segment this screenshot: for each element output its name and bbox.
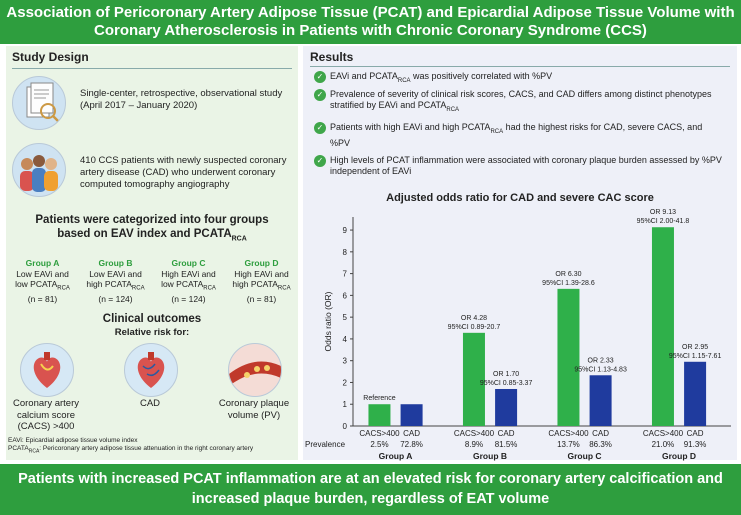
result-item: ✓ Patients with high EAVi and high $PCATA_{RCA}$ had the highest risks for CAD, severe CACS, and %PV — [314, 122, 724, 149]
x-category-label: Group B — [473, 451, 508, 461]
prevalence-value: 72.8% — [400, 440, 423, 449]
group-b-column: Group B Low EAVi and high $PCATA_{RCA}$ (n = 124) — [79, 258, 152, 305]
data-label: 95%CI 1.13-4.83 — [574, 366, 627, 374]
bar-cad — [401, 404, 423, 426]
result-item: ✓ Prevalence of severity of clinical risk scores, CACS, and CAD differs among distinct phenotypes stratified by EAVi and $PCATA_{RCA}$ — [314, 89, 724, 116]
prevalence-label: Prevalence — [305, 440, 346, 449]
odds-ratio-chart — [303, 204, 737, 464]
outcome-cad-label: CAD — [139, 398, 161, 409]
study-design-title: Study Design — [12, 50, 89, 64]
abbreviations: EAVi: Epicardial adipose tissue volume index $PCATA_{RCA}$: Pericoronary artery adipose tissue attenuation in the right coronary artery — [8, 437, 254, 455]
divider — [310, 66, 730, 67]
x-bar-label: CAD — [497, 429, 515, 438]
x-bar-label: CACS>400 — [642, 429, 684, 438]
prevalence-value: 13.7% — [557, 440, 580, 449]
outcome-plaque-label: Coronary plaque volume (PV) — [218, 398, 290, 421]
patients-icon — [12, 143, 66, 197]
y-axis-label: Odds ratio (OR) — [323, 291, 333, 352]
group-c-name: Group C — [171, 258, 206, 268]
group-c-column: Group C High EAVi and low $PCATA_{RCA}$ (n = 124) — [152, 258, 225, 305]
x-bar-label: CACS>400 — [548, 429, 589, 438]
y-tick-label: 2 — [342, 378, 347, 388]
results-title: Results — [310, 50, 354, 64]
prevalence-value: 2.5% — [370, 440, 389, 449]
bar-cad — [495, 389, 517, 426]
bar-cacs-400 — [368, 404, 390, 426]
prevalence-value: 86.3% — [589, 440, 612, 449]
data-label: OR 4.28 — [460, 314, 487, 322]
group-d-name: Group D — [244, 258, 279, 268]
prevalence-value: 81.5% — [494, 440, 518, 449]
group-a-column: Group A Low EAVi and low $PCATA_{RCA}$ (n = 81) — [6, 258, 79, 305]
group-b-name: Group B — [98, 258, 133, 268]
data-label: OR 1.70 — [493, 370, 520, 378]
document-icon — [12, 76, 66, 130]
y-tick-label: 3 — [342, 356, 347, 366]
chart-title: Adjusted odds ratio for CAD and severe CAC score — [386, 192, 654, 204]
x-bar-label: CAD — [403, 429, 421, 438]
bar-cacs-400 — [652, 227, 674, 426]
group-a-name: Group A — [25, 258, 60, 268]
check-icon: ✓ — [314, 122, 326, 134]
header-title-line1: Association of Pericoronary Artery Adipose Tissue (PCAT) and Epicardial Adipose Tissue Volume with — [6, 4, 735, 21]
footer-line1: Patients with increased PCAT inflammation are at an elevated risk for coronary artery calcification and — [18, 471, 723, 487]
data-label: 95%CI 1.39-28.6 — [542, 279, 595, 287]
check-icon: ✓ — [314, 71, 326, 83]
x-bar-label: CACS>400 — [359, 429, 400, 438]
group-d-column: Group D High EAVi and high $PCATA_{RCA}$ (n = 81) — [225, 258, 298, 305]
x-category-label: Group D — [662, 451, 697, 461]
data-label: OR 6.30 — [555, 270, 582, 278]
poster-header — [0, 0, 741, 44]
check-icon: ✓ — [314, 155, 326, 167]
x-bar-label: CAD — [686, 429, 704, 438]
check-icon: ✓ — [314, 89, 326, 101]
groups-heading — [6, 213, 298, 246]
bar-cad — [684, 362, 706, 426]
outcome-cacs-label: Coronary artery calcium score (CACS) >400 — [13, 398, 79, 432]
result-item: ✓ EAVi and $PCATA_{RCA}$ was positively correlated with %PV — [314, 71, 724, 87]
outcomes-subtitle: Relative risk for: — [114, 327, 190, 338]
x-bar-label: CACS>400 — [453, 429, 495, 438]
groups-heading-line2: based on EAV index and $PCATA_{RCA}$ — [57, 228, 247, 243]
bar-cad — [590, 375, 612, 426]
data-label: Reference — [363, 395, 396, 403]
plaque-artery-icon — [228, 343, 282, 397]
y-tick-label: 6 — [342, 291, 347, 301]
poster-footer — [0, 464, 741, 515]
y-tick-label: 5 — [342, 313, 347, 323]
y-tick-label: 9 — [342, 226, 347, 236]
x-bar-label: CAD — [592, 429, 610, 438]
prevalence-value: 91.3% — [683, 440, 707, 449]
y-tick-label: 1 — [342, 400, 347, 410]
y-tick-label: 4 — [342, 334, 347, 344]
footer-line2: increased plaque burden, regardless of EAT volume — [191, 491, 550, 507]
outcomes-title: Clinical outcomes — [102, 313, 202, 325]
bar-cacs-400 — [557, 289, 579, 426]
data-label: 95%CI 0.89-20.7 — [447, 323, 501, 331]
heart-calcium-icon — [20, 343, 74, 397]
groups-heading-line1: Patients were categorized into four groups — [35, 214, 269, 226]
prevalence-value: 21.0% — [651, 440, 675, 449]
heart-cad-icon — [124, 343, 178, 397]
y-tick-label: 7 — [342, 269, 347, 279]
data-label: OR 2.33 — [587, 357, 614, 365]
data-label: 95%CI 2.00-41.8 — [636, 218, 690, 226]
data-label: OR 9.13 — [649, 209, 676, 217]
patients-description: 410 CCS patients with newly suspected coronary artery disease (CAD) who underwent coronary computed tomography angiography — [80, 155, 287, 190]
x-category-label: Group A — [378, 451, 413, 461]
header-title-line2: Coronary Atherosclerosis in Patients with Chronic Coronary Syndrome (CCS) — [94, 22, 647, 39]
data-label: OR 2.95 — [682, 343, 709, 351]
data-label: 95%CI 1.15-7.61 — [668, 352, 722, 360]
x-category-label: Group C — [567, 451, 602, 461]
y-tick-label: 0 — [342, 422, 347, 431]
divider — [12, 68, 292, 69]
data-label: 95%CI 0.85-3.37 — [479, 379, 533, 387]
y-tick-label: 8 — [342, 247, 347, 257]
prevalence-value: 8.9% — [464, 440, 484, 449]
result-item: ✓ High levels of PCAT inflammation were associated with coronary plaque burden assessed by %PV independent of EAVi — [314, 155, 724, 177]
design-description: Single-center, retrospective, observational study (April 2017 – January 2020) — [80, 88, 283, 111]
